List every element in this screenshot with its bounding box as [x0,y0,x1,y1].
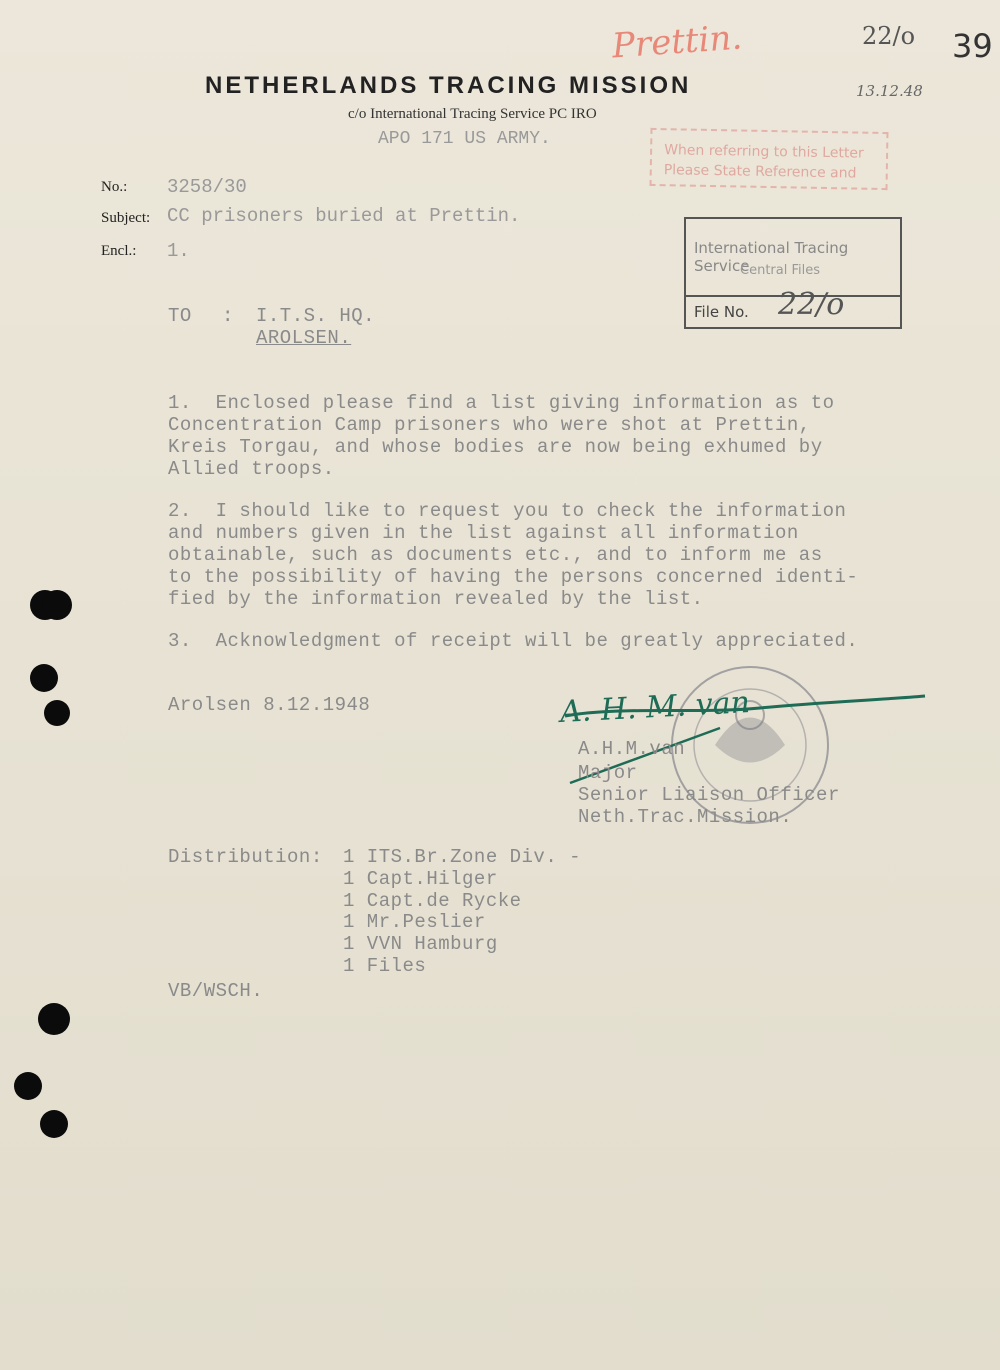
signatory-name: A.H.M.van [578,738,686,760]
file-stamp-number: 22/o [778,287,845,322]
signatory-unit: Neth.Trac.Mission. [578,806,793,828]
body-paragraph-1: 1. Enclosed please find a list giving information as to Concentration Camp prisoners who were shot at Prettin, Kreis Torgau, and whose bodies are now being exhumed by Allied troops. [168,392,835,480]
distribution-item: 1 Capt.Hilger [343,868,498,890]
letterhead-title: NETHERLANDS TRACING MISSION [205,72,692,99]
distribution-item: 1 ITS.Br.Zone Div. - [343,846,582,868]
signatory-title: Senior Liaison Officer [578,784,840,806]
page-number: 39 [952,27,993,65]
punch-hole [30,664,58,692]
red-reference-stamp [650,128,889,190]
punch-hole [44,700,70,726]
subject-label: Subject: [101,210,151,226]
punch-hole [38,1003,70,1035]
letterhead-address: c/o International Tracing Service PC IRO [348,106,597,122]
punch-hole [14,1072,42,1100]
distribution-item: 1 Files [343,955,427,977]
handwritten-date: 13.12.48 [856,82,923,100]
no-value: 3258/30 [167,176,247,198]
addressee-name: I.T.S. HQ. [256,305,376,327]
enclosure-value: 1. [167,240,190,262]
to-label: TO [168,305,192,327]
to-colon: : [222,305,234,327]
subject-value: CC prisoners buried at Prettin. [167,205,521,227]
red-stamp-line: Please State Reference and [663,162,857,182]
distribution-label: Distribution: [168,846,323,868]
addressee-city: AROLSEN. [256,327,352,349]
file-stamp-dept: Central Files [740,263,820,278]
handwritten-reference: 22/o [862,22,916,50]
typist-initials: VB/WSCH. [168,980,264,1002]
signatory-rank: Major [578,762,638,784]
body-paragraph-3: 3. Acknowledgment of receipt will be greatly appreciated. [168,630,859,652]
handwritten-place-annotation: Prettin. [610,17,744,67]
red-stamp-line: When referring to this Letter [663,142,864,162]
punch-hole [42,590,72,620]
letterhead-apo: APO 171 US ARMY. [378,129,551,149]
file-number-stamp [684,217,902,329]
handwritten-signature: A. H. M. van [559,685,751,730]
no-label: No.: [101,179,128,195]
punch-hole [40,1110,68,1138]
file-stamp-org: International Tracing Service [694,239,849,275]
distribution-item: 1 Capt.de Rycke [343,890,522,912]
distribution-item: 1 VVN Hamburg [343,933,498,955]
date-line: Arolsen 8.12.1948 [168,694,371,716]
enclosure-label: Encl.: [101,243,137,259]
distribution-item: 1 Mr.Peslier [343,911,486,933]
file-stamp-label: File No. [694,303,749,321]
body-paragraph-2: 2. I should like to request you to check the information and numbers given in the list against all information obtainable, such as documents etc., and to inform me as to the possibility of having the persons concerned identi- fied by the information revealed by the list. [168,500,859,610]
